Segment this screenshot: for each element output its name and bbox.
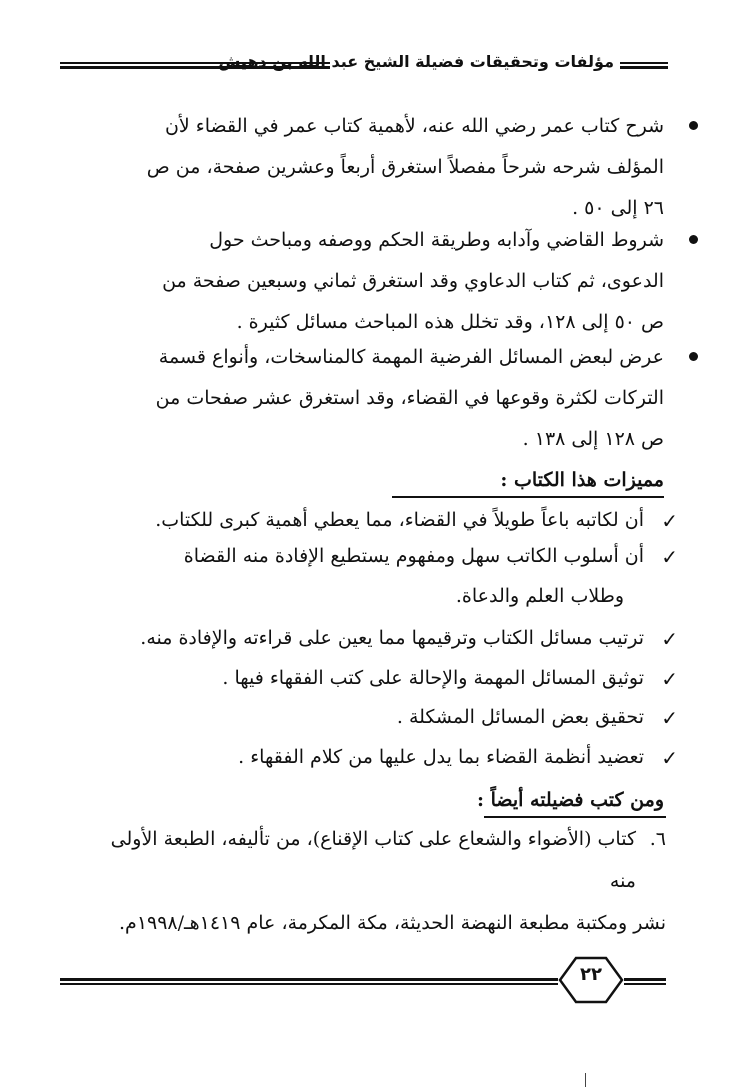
bullet-item — [144, 337, 664, 460]
feature-item — [84, 623, 678, 653]
bullet-line: ٢٦ إلى ٥٠ . — [572, 197, 664, 219]
feature-line: توثيق المسائل المهمة والإحالة على كتب الفقهاء فيها . — [222, 667, 644, 689]
bullet-item — [144, 106, 664, 229]
bullet-dot-icon — [689, 235, 698, 244]
numbered-line: نشر ومكتبة مطبعة النهضة الحديثة، مكة المكرمة، عام ١٤١٩هـ/١٩٩٨م. — [119, 912, 666, 934]
footer-rule-left — [60, 978, 558, 985]
feature-item — [84, 505, 678, 535]
bullet-line: ص ٥٠ إلى ١٢٨، وقد تخلل هذه المباحث مسائل كثيرة . — [236, 311, 664, 333]
checkmark-icon: ✓ — [661, 627, 678, 651]
page-header — [60, 40, 668, 80]
features-heading: مميزات هذا الكتاب : — [500, 469, 664, 491]
footer-rule-right — [624, 978, 666, 985]
bullet-line: التركات لكثرة وقوعها في القضاء، وقد استغرق عشر صفحات من — [155, 387, 664, 409]
bullet-line: عرض لبعض المسائل الفرضية المهمة كالمناسخات، وأنواع قسمة — [158, 346, 664, 368]
page-number: ٢٢ — [580, 964, 602, 985]
checkmark-icon: ✓ — [661, 509, 678, 533]
bullet-line: الدعوى، ثم كتاب الدعاوي وقد استغرق ثماني وسبعين صفحة من — [162, 270, 664, 292]
feature-item — [84, 742, 678, 772]
feature-line: أن لكاتبه باعاً طويلاً في القضاء، مما يعطي أهمية كبرى للكتاب. — [155, 509, 644, 531]
bullet-dot-icon — [689, 352, 698, 361]
feature-line: تحقيق بعض المسائل المشكلة . — [396, 706, 644, 728]
feature-line: أن أسلوب الكاتب سهل ومفهوم يستطيع الإفادة منه القضاة — [183, 545, 644, 567]
bullet-line: شرح كتاب عمر رضي الله عنه، لأهمية كتاب عمر في القضاء لأن — [164, 115, 664, 137]
bullet-line: ص ١٢٨ إلى ١٣٨ . — [522, 428, 664, 450]
bullet-line: المؤلف شرحه شرحاً مفصلاً استغرق أربعاً وعشرين صفحة، من ص — [146, 156, 664, 178]
bullet-dot-icon — [689, 121, 698, 130]
item-number: ٦. — [649, 828, 666, 850]
scan-mark — [585, 1073, 586, 1087]
checkmark-icon: ✓ — [661, 746, 678, 770]
header-title: مؤلفات وتحقيقات فضيلة الشيخ عبد الله بن دهيش — [218, 52, 614, 71]
numbered-line: كتاب (الأضواء والشعاع على كتاب الإقناع)، من تأليفه، الطبعة الأولى منه — [110, 828, 636, 892]
feature-item — [84, 541, 678, 611]
feature-item — [84, 663, 678, 693]
bullet-line: شروط القاضي وآدابه وطريقة الحكم ووصفه ومباحث حول — [209, 229, 664, 251]
other-books-heading: ومن كتب فضيلته أيضاً : — [476, 789, 664, 811]
numbered-item — [106, 818, 666, 944]
header-rule-right — [620, 62, 668, 69]
feature-line: تعضيد أنظمة القضاء بما يدل عليها من كلام الفقهاء . — [238, 746, 644, 768]
feature-item — [84, 702, 678, 732]
bullet-item — [144, 220, 664, 343]
features-heading-underline — [392, 496, 664, 498]
checkmark-icon: ✓ — [661, 706, 678, 730]
feature-line: وطلاب العلم والدعاة. — [455, 585, 624, 607]
checkmark-icon: ✓ — [661, 545, 678, 569]
checkmark-icon: ✓ — [661, 667, 678, 691]
feature-line: ترتيب مسائل الكتاب وترقيمها مما يعين على قراءته والإفادة منه. — [140, 627, 644, 649]
